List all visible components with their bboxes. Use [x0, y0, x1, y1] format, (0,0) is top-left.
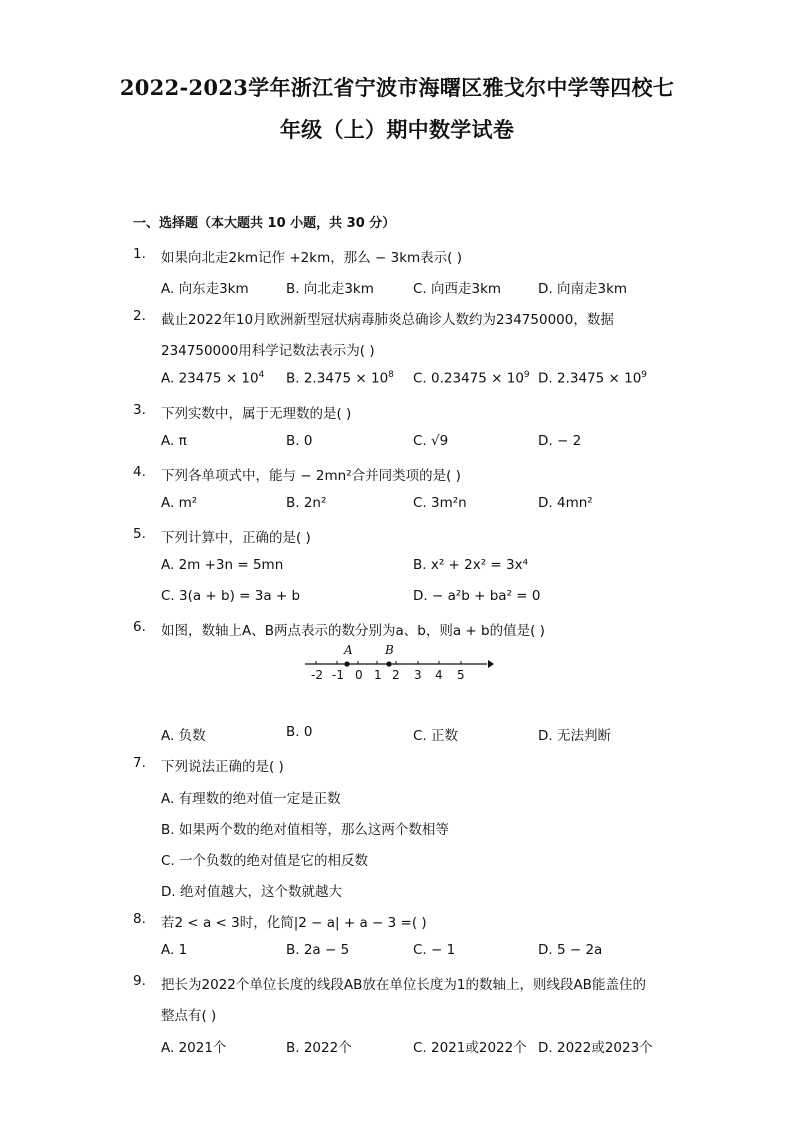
q6-option-c: C. 正数: [413, 728, 459, 744]
q9-option-a: A. 2021个: [161, 1040, 227, 1056]
q4-option-c: C. 3m²n: [413, 495, 467, 511]
q2-option-c-exp: 9: [523, 370, 530, 380]
q5-option-d: D. − a²b + ba² = 0: [413, 588, 541, 604]
q4-option-b: B. 2n²: [286, 495, 327, 511]
q8-option-c: C. − 1: [413, 942, 456, 958]
q5-option-a: A. 2m +3n = 5mn: [161, 557, 284, 573]
q1-option-b: B. 向北走3km: [286, 281, 374, 297]
q3-option-a: A. π: [161, 433, 187, 449]
q9-option-b: B. 2022个: [286, 1040, 352, 1056]
question-9-text-cont: 整点有( ): [161, 1008, 217, 1024]
q6-option-d: D. 无法判断: [538, 728, 611, 744]
q7-option-c: C. 一个负数的绝对值是它的相反数: [161, 853, 369, 869]
question-5-text: 下列计算中，正确的是( ): [161, 530, 311, 546]
question-6-number: 6.: [133, 619, 146, 635]
tick-label: 4: [435, 668, 443, 682]
question-3-text: 下列实数中，属于无理数的是( ): [161, 406, 352, 422]
question-8-number: 8.: [133, 911, 146, 927]
question-1-text: 如果向北走2km记作 +2km，那么 − 3km表示( ): [161, 250, 462, 266]
q5-option-c: C. 3(a + b) = 3a + b: [161, 588, 301, 604]
q6-option-a: A. 负数: [161, 728, 206, 744]
q1-option-a: A. 向东走3km: [161, 281, 249, 297]
arrow-right-icon: [488, 660, 494, 668]
q2-option-a: [161, 370, 264, 387]
q9-option-d: D. 2022或2023个: [538, 1040, 653, 1056]
q4-option-a: A. m²: [161, 495, 198, 511]
q5-option-b: B. x² + 2x² = 3x⁴: [413, 557, 529, 573]
tick-label: 1: [374, 668, 382, 682]
q7-option-a: A. 有理数的绝对值一定是正数: [161, 791, 341, 807]
point-b-label: B: [385, 643, 394, 657]
q2-option-a-exp: 4: [258, 370, 265, 380]
question-5-number: 5.: [133, 526, 146, 542]
question-9-number: 9.: [133, 973, 146, 989]
question-7-text: 下列说法正确的是( ): [161, 759, 284, 775]
q1-option-c: C. 向西走3km: [413, 281, 502, 297]
exam-title-line2: 年级（上）期中数学试卷: [279, 117, 515, 142]
question-6-text: 如图，数轴上A、B两点表示的数分别为a、b，则a + b的值是( ): [161, 623, 545, 639]
tick-label: 3: [414, 668, 422, 682]
q3-option-b: B. 0: [286, 433, 313, 449]
tick-label: 2: [392, 668, 400, 682]
q7-option-b: B. 如果两个数的绝对值相等，那么这两个数相等: [161, 822, 449, 838]
q8-option-d: D. 5 − 2a: [538, 942, 603, 958]
q3-option-c: C. √9: [413, 433, 449, 449]
q2-option-c-base: C. 0.23475 × 10: [413, 370, 524, 387]
section-heading: 一、选择题（本大题共 10 小题，共 30 分）: [133, 216, 396, 231]
tick-label: -1: [332, 668, 344, 682]
q2-option-d-base: D. 2.3475 × 10: [538, 370, 642, 387]
point-a-dot: [344, 661, 349, 666]
question-2-text-cont: 234750000用科学记数法表示为( ): [161, 343, 375, 359]
q2-option-a-base: A. 23475 × 10: [161, 370, 259, 387]
q2-option-b-exp: 8: [388, 370, 394, 380]
question-8-text: 若2 < a < 3时，化简|2 − a| + a − 3 =( ): [161, 915, 427, 931]
question-4-text: 下列各单项式中，能与 − 2mn²合并同类项的是( ): [161, 468, 461, 484]
question-1-number: 1.: [133, 246, 146, 262]
q2-option-b-base: B. 2.3475 × 10: [286, 370, 389, 387]
q8-option-b: B. 2a − 5: [286, 942, 350, 958]
point-a-label: A: [344, 643, 353, 657]
question-4-number: 4.: [133, 464, 146, 480]
exam-title-line1: 2022-2023学年浙江省宁波市海曙区雅戈尔中学等四校七: [119, 75, 675, 100]
question-3-number: 3.: [133, 402, 146, 418]
question-2-text: 截止2022年10月欧洲新型冠状病毒肺炎总确诊人数约为234750000，数据: [161, 312, 614, 328]
q1-option-d: D. 向南走3km: [538, 281, 628, 297]
q8-option-a: A. 1: [161, 942, 188, 958]
q6-option-b: B. 0: [286, 724, 313, 740]
q4-option-d: D. 4mn²: [538, 495, 593, 511]
q9-option-c: C. 2021或2022个: [413, 1040, 527, 1056]
tick-label: 5: [457, 668, 465, 682]
point-b-dot: [386, 661, 391, 666]
q7-option-d: D. 绝对值越大，这个数就越大: [161, 884, 342, 900]
tick-label: -2: [311, 668, 323, 682]
tick-label: 0: [355, 668, 363, 682]
q2-option-c: [413, 370, 530, 387]
q2-option-d-exp: 9: [641, 370, 648, 380]
q2-option-b: [286, 370, 394, 387]
q2-option-d: [538, 370, 647, 387]
question-7-number: 7.: [133, 755, 146, 771]
number-line-figure: [300, 640, 500, 686]
question-9-text: 把长为2022个单位长度的线段AB放在单位长度为1的数轴上，则线段AB能盖住的: [161, 977, 646, 993]
q3-option-d: D. − 2: [538, 433, 582, 449]
question-2-number: 2.: [133, 308, 146, 324]
